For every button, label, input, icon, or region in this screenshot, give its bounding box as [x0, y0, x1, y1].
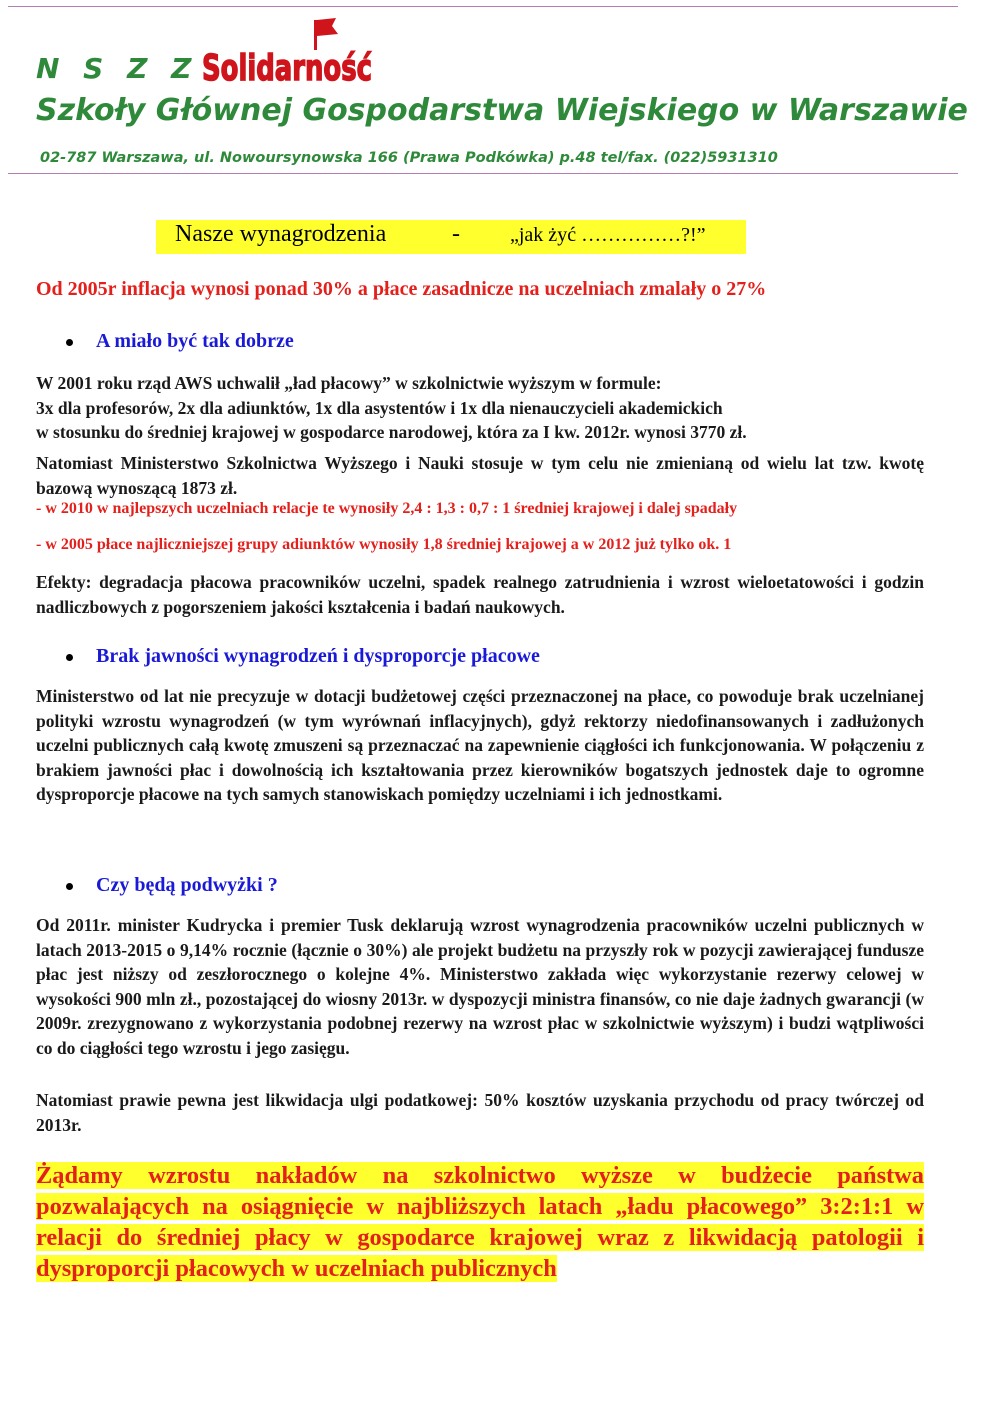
- lead-statement: Od 2005r inflacja wynosi ponad 30% a płace zasadnicze na uczelniach zmalały o 27%: [36, 278, 767, 300]
- svg-text:Solidarność: Solidarność: [202, 48, 372, 89]
- para1-line: 3x dla profesorów, 2x dla adiunktów, 1x dla asystentów i 1x dla nienauczycieli akademickich: [36, 397, 723, 418]
- title-right: „jak żyć ……………?!”: [510, 224, 706, 246]
- demand-text: Żądamy wzrostu nakładów na szkolnictwo wyższe w budżecie państwa pozwalających na osiągnięcie w najbliższych latach „ładu płacowego” 3:2:1:1 w relacji do średniej płacy w gospodarce krajowej wraz z likwidacją patologii i dysproporcji płacowych w uczelniach publicznych: [36, 1162, 924, 1282]
- section1-para2: Natomiast Ministerstwo Szkolnictwa Wyższego i Nauki stosuje w tym celu nie zmienianą od wielu lat tzw. kwotę bazową wynoszącą 1873 zł.: [36, 453, 924, 498]
- bullet-dot: [66, 654, 73, 661]
- para1-line: W 2001 roku rząd AWS uchwalił „ład płacowy” w szkolnictwie wyższym w formule:: [36, 373, 662, 393]
- bullet-dot: [66, 883, 73, 890]
- red-note-2010: - w 2010 w najlepszych uczelniach relacje te wynosiły 2,4 : 1,3 : 0,7 : 1 średniej krajowej i dalej spadały: [36, 500, 738, 517]
- organization-name: Szkoły Głównej Gospodarstwa Wiejskiego w Warszawie: [36, 93, 968, 128]
- solidarnosc-logo: [196, 14, 378, 94]
- bullet-dot: [66, 339, 73, 346]
- demand-statement: [36, 1160, 924, 1284]
- header-top-rule: [8, 6, 958, 7]
- section3-paragraph-2: Natomiast prawie pewna jest likwidacja ulgi podatkowej: 50% kosztów uzyskania przychodu od pracy twórczej od 2013r.: [36, 1090, 924, 1135]
- section2-paragraph: Ministerstwo od lat nie precyzuje w dotacji budżetowej części przeznaczonej na płace, co powoduje brak uczelnianej polityki wzrostu wynagrodzeń (w tym wyrównań inflacyjnych), gdyż rektorzy niedofinansowanych i zadłużonych uczelni publicznych całą kwotę zmuszeni są przeznaczać na zapewnienie ciągłości ich funkcjonowania. W połączeniu z brakiem jawności płac i dowolnością ich kształtowania przez kierowników bogatszych jednostek daje to ogromne dysproporcje płacowe na tych samych stanowiskach pomiędzy uczelniami i ich jednostkami.: [36, 686, 924, 805]
- red-note-2005: - w 2005 płace najliczniejszej grupy adiunktów wynosiły 1,8 średniej krajowej a w 2012 już tylko ok. 1: [36, 536, 732, 553]
- para1-line: w stosunku do średniej krajowej w gospodarce narodowej, która za I kw. 2012r. wynosi 3770 zł.: [36, 422, 747, 443]
- section2-heading-text: Brak jawności wynagrodzeń i dysproporcje płacowe: [96, 645, 540, 667]
- page-title: [156, 220, 746, 254]
- address-line: 02-787 Warszawa, ul. Nowoursynowska 166 (Prawa Podkówka) p.48 tel/fax. (022)5931310: [40, 150, 778, 166]
- section3-paragraph: Od 2011r. minister Kudrycka i premier Tusk deklarują wzrost wynagrodzenia pracowników uczelni publicznych w latach 2013-2015 o 9,14% rocznie (łącznie o 30%) ale projekt budżetu na przyszły rok w pozycji zawierającej fundusze płac jest niższy od zeszłorocznego o kolejne 4%. Ministerstwo zakłada więc wykorzystanie rezerwy celowej w wysokości 900 mln zł., pozostającej do wiosny 2013r. w dyspozycji ministra finansów, co nie daje żadnych gwarancji (w 2009r. zrezygnowano z wykorzystania podobnej rezerwy na wzrost płac w szkolnictwie wyższym) i budzi wątpliwości co do ciągłości tego wzrostu i jego zasięgu.: [36, 915, 924, 1058]
- section3-heading-text: Czy będą podwyżki ?: [96, 874, 278, 896]
- effects-paragraph: Efekty: degradacja płacowa pracowników uczelni, spadek realnego zatrudnienia i wzrost wieloetatowości i godzin nadliczbowych z pogorszeniem jakości kształcenia i badań naukowych.: [36, 572, 924, 617]
- section1-heading-text: A miało być tak dobrze: [96, 330, 294, 352]
- section1-para1: [36, 371, 924, 445]
- union-name: N S Z Z: [36, 52, 199, 85]
- title-dash: -: [452, 221, 460, 247]
- header-bottom-rule: [8, 173, 958, 174]
- title-left: Nasze wynagrodzenia: [175, 221, 387, 247]
